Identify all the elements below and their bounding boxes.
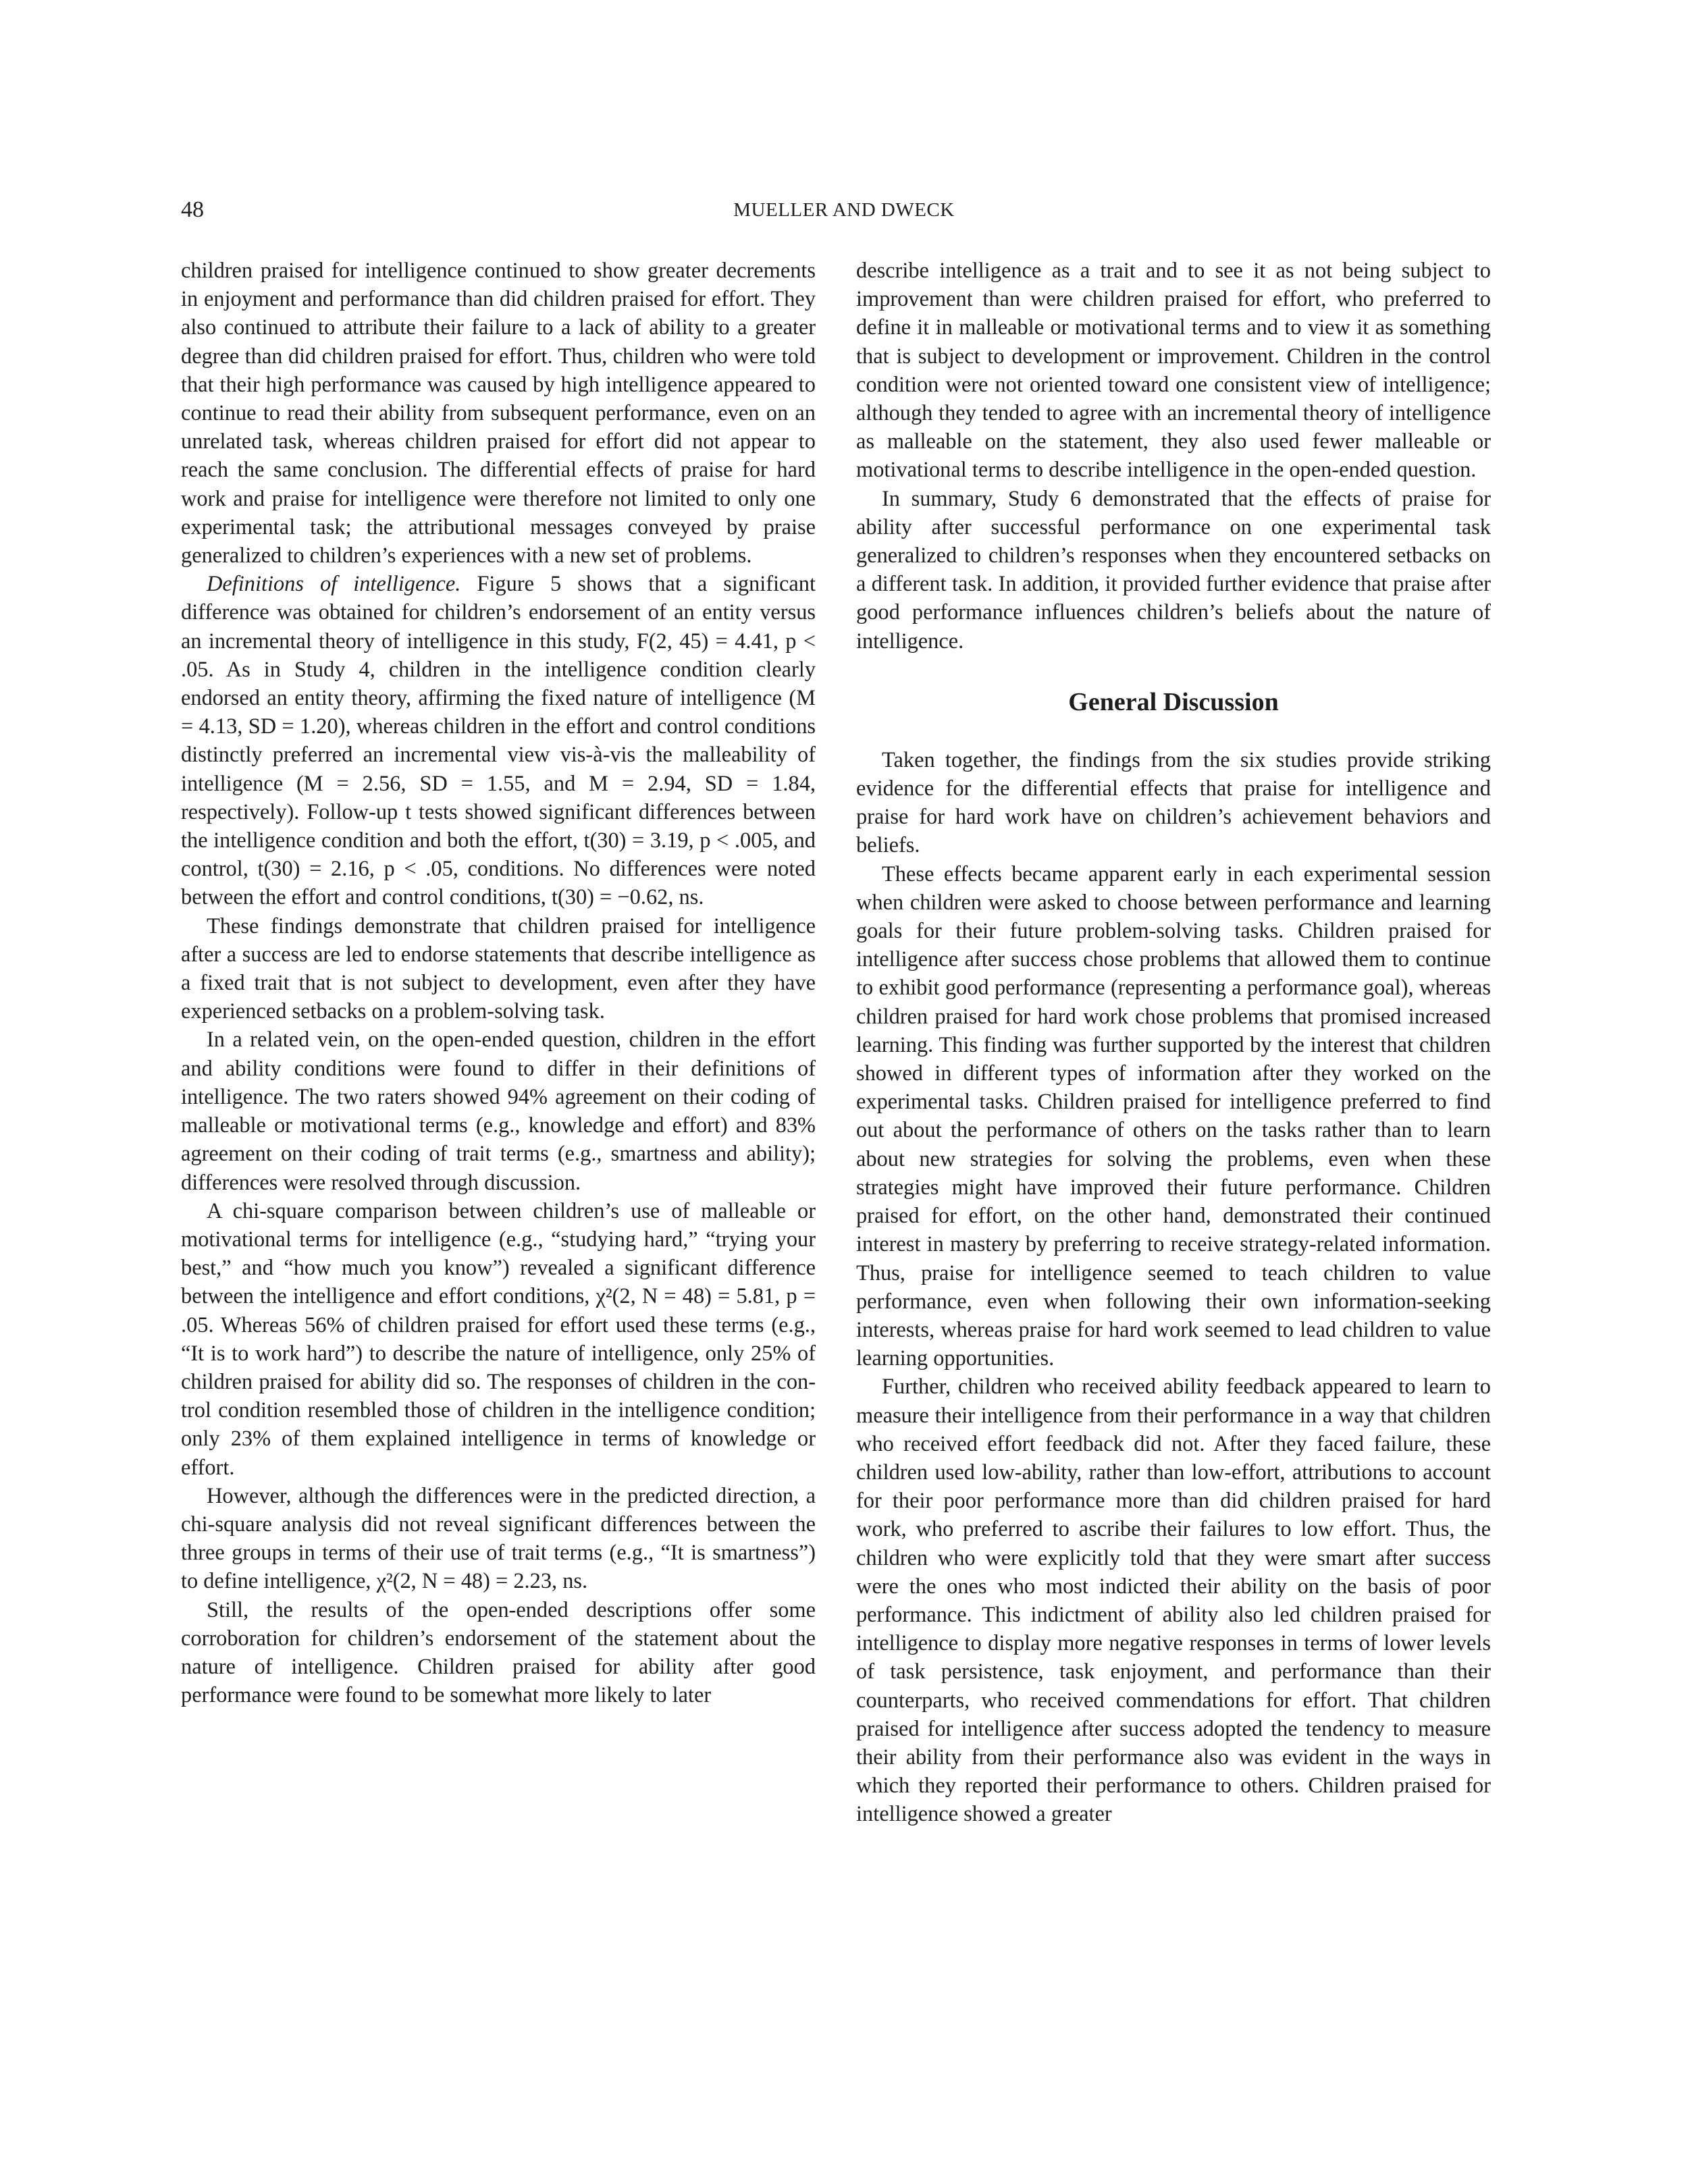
page-header	[181, 194, 1507, 225]
left-column	[181, 257, 816, 1709]
right-paragraph-1: describe intelligence as a trait and to see it as not being subject to improvement than were children praised for effort, who preferred to define it in malleable or motivational terms and to view it as something that is subject to development or improvement. Children in the control condition were not oriented toward one consistent view of intelligence; although they tended to agree with an incremental theory of intelligence as malleable on the statement, they also used fewer malleable or motivational terms to describe intelligence in the open-ended question.	[856, 259, 1491, 483]
right-paragraph-4: These effects became apparent early in each experimental session when children were asked to choose between performance and learning goals for their future problem-solving tasks. Children praised for intelligence after success chose problems that allowed them to continue to exhibit good performance (representing a performance goal), whereas children praised for hard work chose problems that promised increased learning. This finding was further supported by the interest that children showed in different types of information after they worked on the experimental tasks. Children praised for intelligence preferred to find out about the performance of others on the tasks rather than to learn about new strategies for solving the problems, even when these strategies might have improved their future performance. Children praised for effort, on the other hand, demonstrated their continued interest in mastery by preferring to receive strategy-related information. Thus, praise for intelligence seemed to teach children to value performance, even when following their own information-seeking interests, whereas praise for hard work seemed to lead children to value learning opportunities.	[856, 861, 1491, 1371]
left-paragraph-5: A chi-square comparison between children’s use of malleable or motivational terms for intelligence (e.g., “studying hard,” “trying your best,” and “how much you know”) revealed a significant difference between the intelligence and effort conditions, χ²(2, N = 48) = 5.81, p = .05. Whereas 56% of children praised for effort used these terms (e.g., “It is to work hard”) to describe the nature of intelligence, only 25% of children praised for ability did so. The responses of children in the control condition resembled those of children in the intelligence condition; only 23% of them explained intelligence in terms of knowledge or effort.	[181, 1198, 816, 1480]
right-column	[856, 257, 1491, 1829]
right-paragraph-3: Taken together, the findings from the six studies provide striking evidence for the differential effects that praise for intelligence and praise for hard work have on children’s achievement behaviors and beliefs.	[856, 747, 1491, 858]
page-number: 48	[181, 197, 204, 222]
left-paragraph-3: These findings demonstrate that children praised for intelligence after a success are led to endorse statements that describe intelligence as a fixed trait that is not subject to development, even after they have experienced setbacks on a problem-solving task.	[181, 913, 816, 1024]
section-heading-general-discussion: General Discussion	[1068, 687, 1279, 716]
running-head: MUELLER AND DWECK	[733, 199, 955, 221]
left-paragraph-2-body: Figure 5 shows that a significant difference was obtained for children’s endorsement of an entity versus an incremental theory of intelligence in this study, F(2, 45) = 4.41, p < .05. As in Study 4, children in the intelligence condition clearly endorsed an entity theory, affirming the fixed nature of intelligence (M = 4.13, SD = 1.20), whereas children in the effort and control conditions distinctly preferred an incremental view vis-à-vis the malleability of intelligence (M = 2.56, SD = 1.55, and M = 2.94, SD = 1.84, respectively). Follow-up t tests showed significant differences between the intelligence condition and both the effort, t(30) = 3.19, p < .005, and control, t(30) = 2.16, p < .05, conditions. No differences were noted between the effort and control conditions, t(30) = −0.62, ns.	[181, 572, 816, 910]
left-paragraph-4: In a related vein, on the open-ended question, children in the effort and ability conditions were found to differ in their definitions of intelligence. The two raters showed 94% agreement on their coding of malleable or motivational terms (e.g., knowledge and effort) and 83% agreement on their coding of trait terms (e.g., smartness and ability); differences were resolved through discussion.	[181, 1028, 816, 1195]
left-paragraph-7: Still, the results of the open-ended descriptions offer some corroboration for children’s endorsement of the statement about the nature of intelligence. Children praised for ability after good performance were found to be somewhat more likely to later	[181, 1597, 816, 1708]
run-in-heading-definitions: Definitions of intelligence.	[207, 572, 461, 597]
left-paragraph-6: However, although the differences were in the predicted direction, a chi-square analysis did not reveal significant differences between the three groups in terms of their use of trait terms (e.g., “It is smartness”) to define intelligence, χ²(2, N = 48) = 2.23, ns.	[181, 1483, 816, 1594]
right-paragraph-2: In summary, Study 6 demonstrated that the effects of praise for ability after successful performance on one experimental task generalized to children’s responses when they encountered setbacks on a different task. In addition, it provided further evidence that praise after good performance influences children’s beliefs about the nature of intelligence.	[856, 486, 1491, 654]
right-paragraph-5: Further, children who received ability feedback appeared to learn to measure their intelligence from their performance in a way that children who received effort feedback did not. After they faced failure, these children used low-ability, rather than low-effort, attributions to account for their poor performance more than did children praised for hard work, who preferred to ascribe their failures to low effort. Thus, the children who were explicitly told that they were smart after success were the ones who most indicted their ability on the basis of poor performance. This indictment of ability also led children praised for intelligence to display more negative responses in terms of lower levels of task persistence, task enjoyment, and performance than their counterparts, who received commendations for effort. That children praised for intelligence after success adopted the tendency to measure their ability from their performance also was evident in the ways in which they reported their performance to others. Children praised for intelligence showed a greater	[856, 1375, 1491, 1827]
left-paragraph-2	[181, 570, 816, 911]
left-paragraph-1: children praised for intelligence continued to show greater decrements in enjoyment and performance than did children praised for effort. They also continued to attribute their failure to a lack of ability to a greater degree than did children praised for effort. Thus, children who were told that their high performance was caused by high intelligence appeared to continue to read their ability from subsequent performance, even on an unrelated task, whereas children praised for effort did not appear to reach the same conclusion. The differential effects of praise for hard work and praise for intelligence were therefore not limited to only one experimental task; the attributional messages conveyed by praise generalized to children’s experiences with a new set of problems.	[181, 259, 816, 568]
